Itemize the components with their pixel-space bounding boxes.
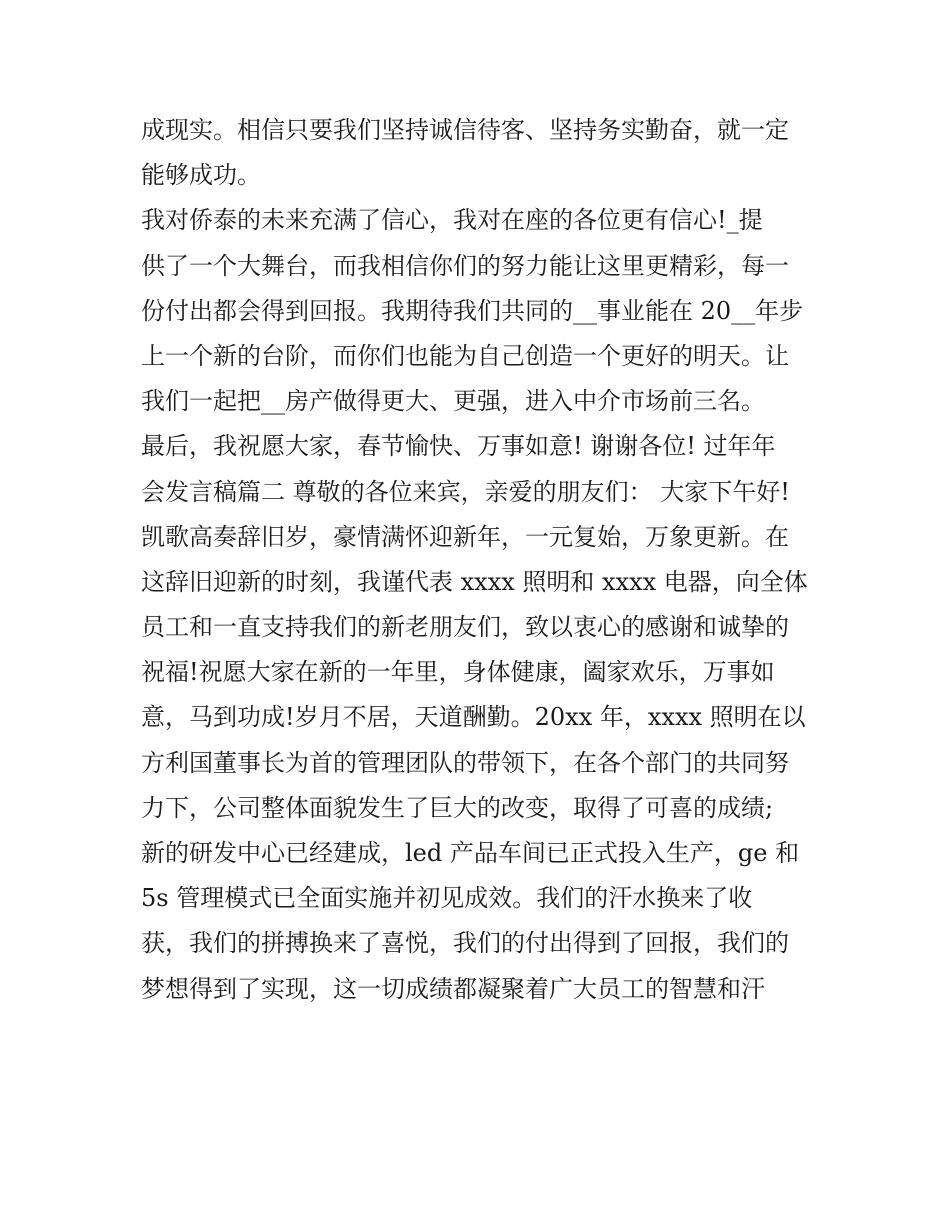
text-line: 这辞旧迎新的时刻，我谨代表 xxxx 照明和 xxxx 电器，向全体 [141,567,808,596]
text-line: 能够成功。 [141,161,261,190]
text-line: 我们一起把__房产做得更大、更强，进入中介市场前三名。 [141,387,765,416]
text-line: 意，马到功成!岁月不居，天道酬勤。20xx 年，xxxx 照明在以 [141,703,806,732]
text-line: 会发言稿篇二 尊敬的各位来宾，亲爱的朋友们： 大家下午好! [141,477,790,506]
body-text [141,108,831,1012]
text-line: 份付出都会得到回报。我期待我们共同的__事业能在 20__年步 [141,296,804,325]
text-line: 员工和一直支持我们的新老朋友们，致以衷心的感谢和诚挚的 [141,613,789,642]
text-line: 5s 管理模式已全面实施并初见成效。我们的汗水换来了收 [141,884,753,913]
text-line: 上一个新的台阶，而你们也能为自己创造一个更好的明天。让 [141,341,789,370]
text-line: 祝福!祝愿大家在新的一年里，身体健康，阖家欢乐，万事如 [141,658,775,687]
text-line: 梦想得到了实现，这一切成绩都凝聚着广大员工的智慧和汗 [141,974,765,1003]
text-line: 新的研发中心已经建成，led 产品车间已正式投入生产，ge 和 [141,839,800,867]
text-line: 方利国董事长为首的管理团队的带领下，在各个部门的共同努 [141,748,789,777]
text-line: 凯歌高奏辞旧岁，豪情满怀迎新年，一元复始，万象更新。在 [141,522,789,551]
text-line: 获，我们的拼搏换来了喜悦，我们的付出得到了回报，我们的 [141,929,789,958]
text-line: 我对侨泰的未来充满了信心，我对在座的各位更有信心!_提 [141,206,763,235]
text-line: 供了一个大舞台，而我相信你们的努力能让这里更精彩，每一 [141,251,789,280]
text-line: 力下，公司整体面貌发生了巨大的改变，取得了可喜的成绩; [141,793,774,822]
text-line: 成现实。相信只要我们坚持诚信待客、坚持务实勤奋，就一定 [141,116,789,144]
text-line: 最后，我祝愿大家，春节愉快、万事如意! 谢谢各位! 过年年 [141,432,776,461]
